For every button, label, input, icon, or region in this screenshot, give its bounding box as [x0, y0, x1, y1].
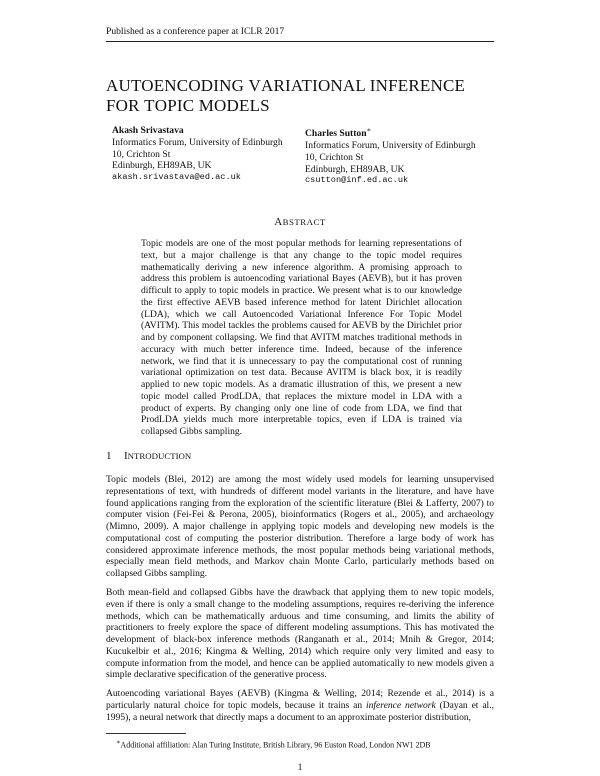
- author-block: [305, 125, 476, 187]
- author-city: Edinburgh, EH89AB, UK: [305, 163, 405, 175]
- footnote-text: Additional affiliation: Alan Turing Institute, British Library, 96 Euston Road, London NW1 2DB: [120, 740, 431, 750]
- author-street: 10, Crichton St: [305, 151, 364, 163]
- author-street: 10, Crichton St: [112, 148, 171, 160]
- footnote-rule: [106, 733, 186, 734]
- body-paragraph: Both mean-field and collapsed Gibbs have the drawback that applying them to new topic models, even if there is only a small change to the modeling assumptions, requires re-deriving the inference methods, which can be mathematically arduous and time consuming, and limits the ability of practitioners to freely explore the space of different modeling assumptions. This has motivated the development of black-box inference methods (Ranganath et al., 2014; Mnih & Gregor, 2014; Kucukelbir et al., 2016; Kingma & Welling, 2014) which require only very limited and easy to compute information from the model, and hence can be applied automatically to new models given a simple declarative specification of the generative process.: [106, 587, 494, 681]
- author-city: Edinburgh, EH89AB, UK: [112, 160, 212, 172]
- author-name: Charles Sutton∗: [305, 126, 372, 140]
- title-word: MODELS: [198, 96, 270, 115]
- title-word: VARIATIONAL: [248, 76, 370, 95]
- title-word: FOR: [106, 96, 145, 115]
- page-number: 1: [297, 762, 303, 773]
- author-affiliation: Informatics Forum, University of Edinburgh: [305, 139, 476, 151]
- running-head: Published as a conference paper at ICLR 2017: [106, 26, 285, 37]
- paper-title: [106, 76, 506, 116]
- section-number: 1: [106, 450, 112, 462]
- title-word: TOPIC: [144, 96, 199, 115]
- author-email[interactable]: csutton@inf.ed.ac.uk: [305, 175, 409, 186]
- title-word: AUTOENCODING: [106, 76, 249, 95]
- body-paragraph: Topic models (Blei, 2012) are among the most widely used models for learning unsupervised representations of text, with hundreds of different model variants in the literature, and have have found applications ranging from the exploration of the scientific literature (Blei & Lafferty, 2007) to computer vision (Fei-Fei & Perona, 2005), bioinformatics (Rogers et al., 2005), and archaeology (Mimno, 2009). A major challenge in applying topic models and developing new models is the computational cost of computing the posterior distribution. Therefore a large body of work has considered approximate inference methods, the most popular methods being variational methods, especially mean field methods, and Markov chain Monte Carlo, particularly methods based on collapsed Gibbs sampling.: [106, 474, 494, 579]
- title-line-2: [106, 96, 506, 116]
- emphasis-term: inference network: [365, 699, 436, 711]
- author-affiliation: Informatics Forum, University of Edinburgh: [112, 136, 283, 148]
- footnote: [116, 738, 431, 750]
- footnote-mark: ∗: [116, 739, 121, 746]
- author-email[interactable]: akash.srivastava@ed.ac.uk: [112, 172, 241, 183]
- title-word: INFERENCE: [369, 76, 466, 95]
- section-title: INTRODUCTION: [124, 450, 192, 462]
- title-line-1: [106, 76, 506, 96]
- abstract-text: Topic models are one of the most popular methods for learning representations of text, but a major challenge is that any change to the topic model requires mathematically deriving a new inference algorithm. A promising approach to address this problem is autoencoding variational Bayes (AEVB), but it has proven difficult to apply to topic models in practice. We present what is to our knowledge the first effective AEVB based inference method for latent Dirichlet allocation (LDA), which we call Autoencoded Variational Inference For Topic Model (AVITM). This model tackles the problems caused for AEVB by the Dirichlet prior and by component collapsing. We find that AVITM matches traditional methods in accuracy with much better inference time. Indeed, because of the inference network, we find that it is unnecessary to pay the computational cost of running variational optimization on test data. Because AVITM is black box, it is readily applied to new topic models. As a dramatic illustration of this, we present a new topic model called ProdLDA, that replaces the mixture model in LDA with a product of experts. By changing only one line of code from LDA, we find that ProdLDA yields much more interpretable topics, even if LDA is trained via collapsed Gibbs sampling.: [141, 238, 462, 437]
- abstract-heading-text: ABSTRACT: [274, 216, 326, 228]
- header-rule: [106, 41, 494, 42]
- author-block: [112, 125, 283, 184]
- section-heading: [106, 450, 191, 462]
- body-paragraph: Autoencoding variational Bayes (AEVB) (Kingma & Welling, 2014; Rezende et al., 2014) is a particularly natural choice for topic models, because it trains an inference network (Dayan et al., 1995), a neural network that directly maps a document to an approximate posterior distribution,: [106, 688, 494, 723]
- author-name: Akash Srivastava: [112, 125, 184, 136]
- abstract-heading: [0, 216, 600, 228]
- footnote-marker[interactable]: ∗: [366, 126, 372, 134]
